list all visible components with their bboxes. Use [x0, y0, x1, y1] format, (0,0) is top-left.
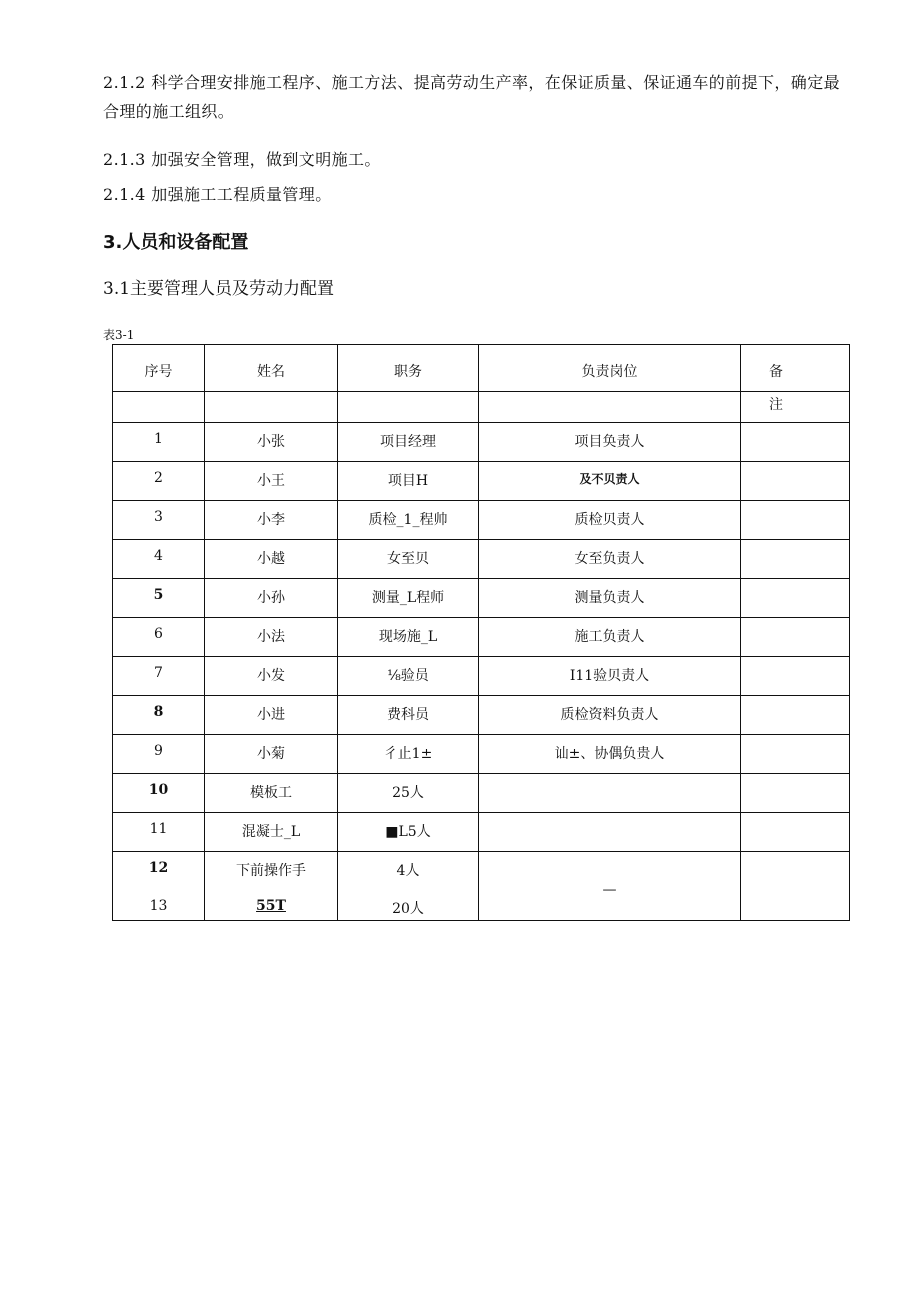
cell-title: 测量_L程师 [338, 579, 479, 618]
table-row-merged [113, 852, 850, 921]
cell-name: 小法 [205, 618, 338, 657]
header-note: 备 [741, 345, 850, 392]
cell-name: 55T [256, 898, 286, 914]
header-name: 姓名 [205, 345, 338, 392]
table-row [113, 813, 850, 852]
cell-title: 20人 [392, 901, 424, 917]
cell-title: 项目经理 [338, 423, 479, 462]
cell-name: 小菊 [205, 735, 338, 774]
cell-seq: 9 [113, 735, 205, 774]
section-heading: 3.人员和设备配置 [103, 232, 249, 253]
cell-name: 小进 [205, 696, 338, 735]
cell-title: ■L5人 [338, 813, 479, 852]
cell-title: 费科员 [338, 696, 479, 735]
cell-seq: 2 [113, 462, 205, 501]
table-row [113, 657, 850, 696]
cell-name: 小越 [205, 540, 338, 579]
table-row [113, 579, 850, 618]
cell-name: 小张 [205, 423, 338, 462]
cell-position: 女至负责人 [479, 540, 741, 579]
table-row [113, 540, 850, 579]
table-row [113, 618, 850, 657]
cell-title: 项目H [338, 462, 479, 501]
cell-position: 施工负责人 [479, 618, 741, 657]
cell-title: 女至贝 [338, 540, 479, 579]
cell-seq: 3 [113, 501, 205, 540]
personnel-table [112, 344, 850, 921]
cell-title: 彳止1± [338, 735, 479, 774]
cell-seq: 6 [113, 618, 205, 657]
table-caption: 表3-1 [103, 328, 135, 342]
cell-seq: 8 [113, 696, 205, 735]
cell-seq: 12 [148, 860, 169, 876]
cell-position-merged [479, 852, 741, 921]
cell-title: 现场施_L [338, 618, 479, 657]
cell-name: 小孙 [205, 579, 338, 618]
cell-note [741, 423, 850, 462]
section-subheading: 3.1主要管理人员及劳动力配置 [103, 279, 335, 299]
cell-seq: 11 [113, 813, 205, 852]
paragraph-2-1-3: 2.1.3 加强安全管理，做到文明施工。 [103, 150, 381, 169]
cell-note [741, 852, 850, 921]
cell-seq: 7 [113, 657, 205, 696]
cell-note [741, 579, 850, 618]
table-row [113, 462, 850, 501]
cell-note [741, 813, 850, 852]
cell-name: 小发 [205, 657, 338, 696]
paragraph-2-1-4: 2.1.4 加强施工工程质量管理。 [103, 185, 332, 204]
personnel-table-container [112, 344, 849, 917]
paragraph-2-1-2: 2.1.2 科学合理安排施工程序、施工方法、提高劳动生产率，在保证质量、保证通车的前提下，确定最合理的施工组织。 [103, 73, 840, 121]
table-row [113, 696, 850, 735]
cell-name: 小王 [205, 462, 338, 501]
header-seq: 序号 [113, 345, 205, 392]
cell-position: I11验贝责人 [479, 657, 741, 696]
cell-note [741, 735, 850, 774]
table-row [113, 735, 850, 774]
cell-seq: 4 [113, 540, 205, 579]
cell-title-pair [338, 852, 479, 921]
header-title: 职务 [338, 345, 479, 392]
table-row [113, 501, 850, 540]
cell-name: 混凝士_L [205, 813, 338, 852]
table-row [113, 774, 850, 813]
cell-position: — [602, 882, 617, 898]
cell-note [741, 618, 850, 657]
cell-note [741, 462, 850, 501]
cell-position: 质检贝责人 [479, 501, 741, 540]
cell-position: 质检资料负责人 [479, 696, 741, 735]
cell-position [479, 774, 741, 813]
cell-name: 小李 [205, 501, 338, 540]
cell-seq: 10 [113, 774, 205, 813]
table-row [113, 423, 850, 462]
cell-note [741, 501, 850, 540]
blank-cell [479, 392, 741, 423]
cell-note [741, 696, 850, 735]
cell-seq: 5 [113, 579, 205, 618]
cell-seq: 13 [149, 898, 168, 914]
cell-position: 及不贝责人 [479, 462, 741, 501]
cell-note [741, 774, 850, 813]
cell-position: 讪±、协偶负贵人 [479, 735, 741, 774]
blank-cell [113, 392, 205, 423]
cell-title: ⅛验员 [338, 657, 479, 696]
cell-position: 项目奂责人 [479, 423, 741, 462]
cell-note [741, 657, 850, 696]
cell-seq: 1 [113, 423, 205, 462]
header-position: 负责岗位 [479, 345, 741, 392]
cell-position: 测量负责人 [479, 579, 741, 618]
cell-title: 质检_1_程帅 [338, 501, 479, 540]
header-note-2: 注 [741, 392, 850, 423]
cell-name-pair [205, 852, 338, 921]
table-header-row-2 [113, 392, 850, 423]
blank-cell [205, 392, 338, 423]
cell-name: 模板工 [205, 774, 338, 813]
cell-seq-pair [113, 852, 205, 921]
cell-note [741, 540, 850, 579]
cell-title: 25人 [338, 774, 479, 813]
table-header-row [113, 345, 850, 392]
blank-cell [338, 392, 479, 423]
cell-position [479, 813, 741, 852]
cell-title: 4人 [396, 863, 420, 879]
cell-name: 下前操作手 [236, 863, 306, 879]
